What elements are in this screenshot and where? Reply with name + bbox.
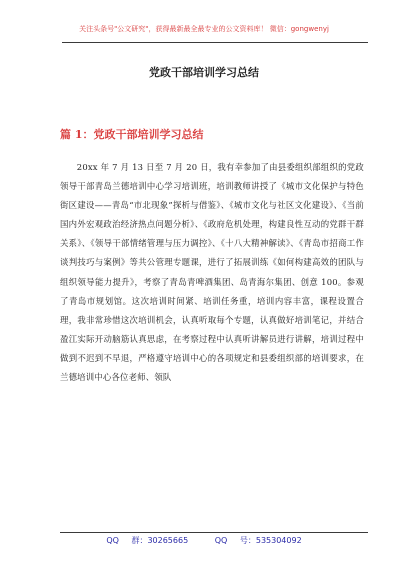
header-divider [62, 42, 368, 43]
header-banner: 关注头条号"公文研究"，获得最新最全最专业的公文资料库！ 微信：gongwenyj [79, 25, 329, 33]
footer-qq-number: QQ 号：535304092 [214, 536, 302, 545]
document-title: 党政干部培训学习总结 [149, 66, 259, 79]
footer-qq-group: QQ 群：30265665 [106, 536, 189, 545]
footer-divider [60, 532, 368, 533]
section-heading: 篇 1：党政干部培训学习总结 [60, 128, 204, 141]
body-paragraph: 20xx 年 7 月 13 日至 7 月 20 日，我有幸参加了由县委组织部组织的党政领导干部青岛兰德培训中心学习培训班，培训教师讲授了《城市文化保护与特色街区建设——青岛“市北现象”探析与借鉴》、《城市文化与社区文化建设》、《当前国内外宏观政治经济热点问题分析》、《政府危机处理，构建良性互动的党群干群关系》、《领导干部情绪管理与压力调控》、《十八大精神解读》、《青岛市招商工作谈判技巧与案例》等共公管理专题课，进行了拓展训练《如何构建高效的团队与组织领导能力提升》，考察了青岛青啤酒集团、岛青海尔集团、创意 100。参观了青岛市规划馆。这次培训时间紧、培训任务重，培训内容丰富，课程设置合理，我非常珍惜这次培训机会，认真听取每个专题，认真做好培训笔记，并结合盈江实际开动脑筋认真思虑，在考察过程中认真听讲解员进行讲解，培训过程中做到不迟到不早退，严格遵守培训中心的各项规定和县委组织部的培训要求，在兰德培训中心各位老师、领队 [60, 162, 364, 383]
footer [0, 535, 408, 546]
